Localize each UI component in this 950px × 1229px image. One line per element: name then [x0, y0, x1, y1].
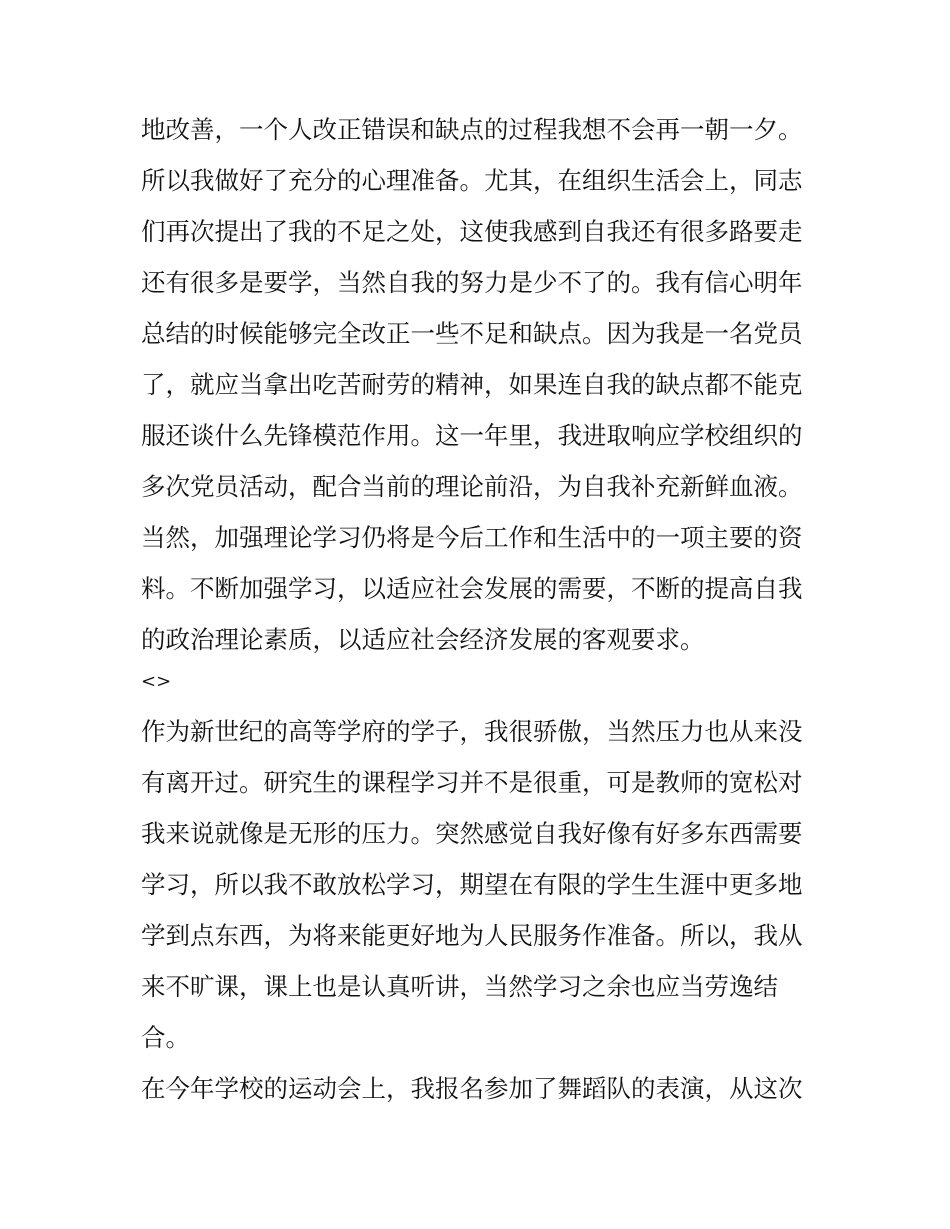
text-line: 在今年学校的运动会上，我报名参加了舞蹈队的表演，从这次	[141, 1074, 803, 1103]
text-line: 的政治理论素质，以适应社会经济发展的客观要求。	[141, 625, 705, 654]
text-line: 有离开过。研究生的课程学习并不是很重，可是教师的宽松对	[141, 768, 803, 797]
text-line: 我来说就像是无形的压力。突然感觉自我好像有好多东西需要	[141, 819, 803, 848]
text-line: 地改善，一个人改正错误和缺点的过程我想不会再一朝一夕。	[141, 115, 803, 144]
text-line: 还有很多是要学，当然自我的努力是少不了的。我有信心明年	[141, 268, 803, 297]
section-marker: <>	[141, 671, 172, 692]
text-line: 学到点东西，为将来能更好地为人民服务作准备。所以，我从	[141, 921, 803, 950]
text-line: 多次党员活动，配合当前的理论前沿，为自我补充新鲜血液。	[141, 472, 803, 501]
text-line: 服还谈什么先锋模范作用。这一年里，我进取响应学校组织的	[141, 421, 803, 450]
text-line: 们再次提出了我的不足之处，这使我感到自我还有很多路要走	[141, 217, 803, 246]
text-line: 当然，加强理论学习仍将是今后工作和生活中的一项主要的资	[141, 523, 803, 552]
text-line: 作为新世纪的高等学府的学子，我很骄傲，当然压力也从来没	[141, 717, 803, 746]
text-line: 学习，所以我不敢放松学习，期望在有限的学生生涯中更多地	[141, 870, 803, 899]
text-line: 来不旷课，课上也是认真听讲，当然学习之余也应当劳逸结	[141, 972, 778, 1001]
text-line: 了，就应当拿出吃苦耐劳的精神，如果连自我的缺点都不能克	[141, 370, 803, 399]
text-line: 所以我做好了充分的心理准备。尤其，在组织生活会上，同志	[141, 166, 803, 195]
text-line: 料。不断加强学习，以适应社会发展的需要，不断的提高自我	[141, 574, 803, 603]
text-line: 总结的时候能够完全改正一些不足和缺点。因为我是一名党员	[141, 319, 803, 348]
text-line: 合。	[141, 1023, 190, 1052]
